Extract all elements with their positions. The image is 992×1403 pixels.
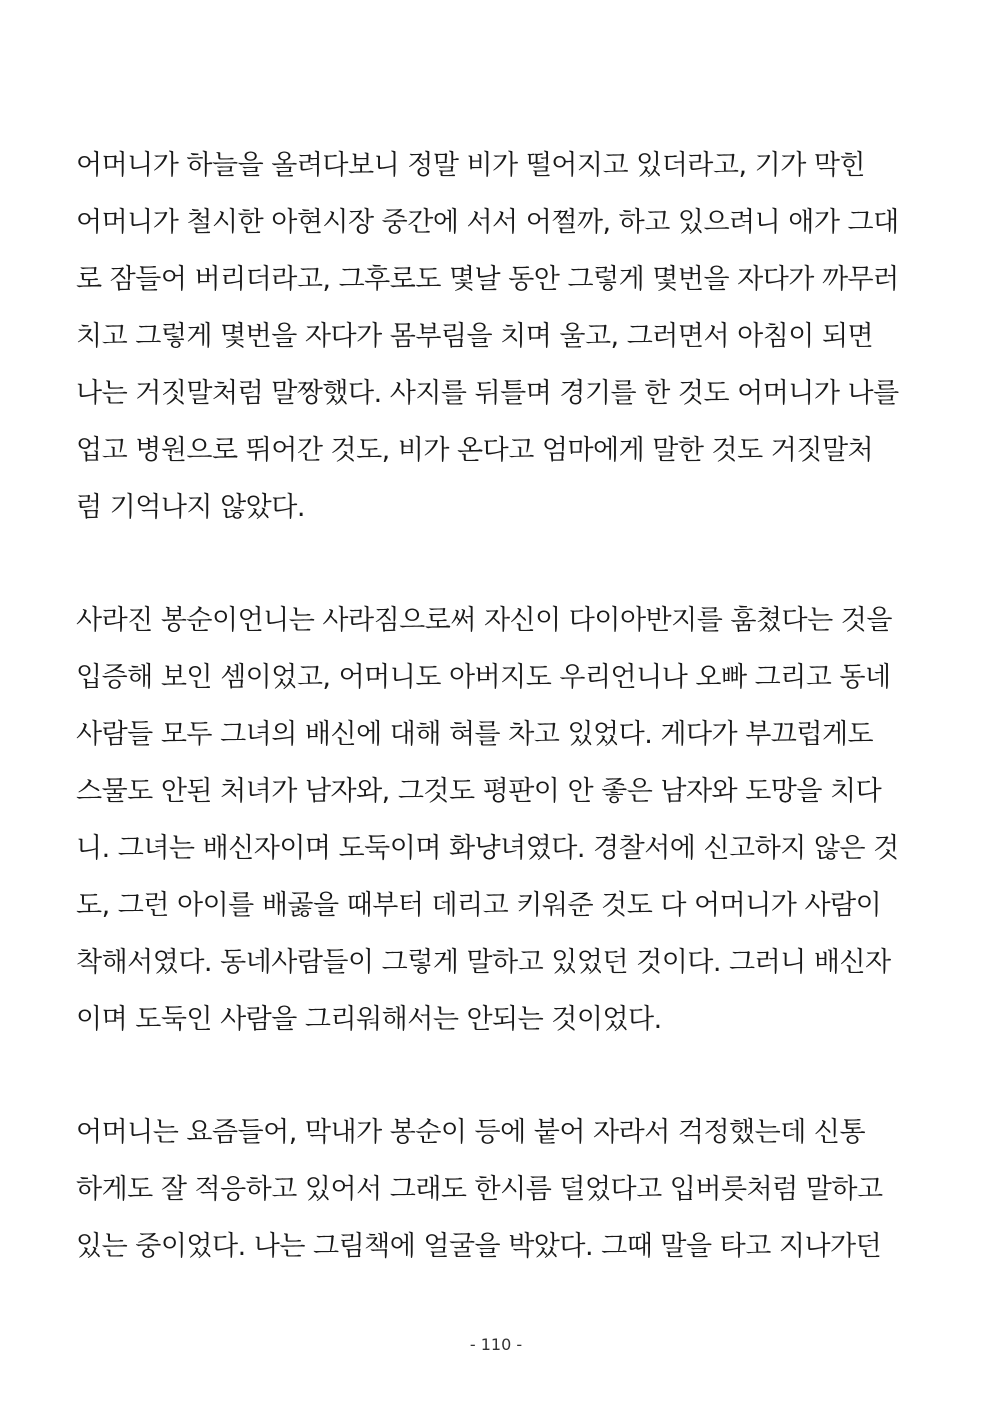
paragraph-1-line-3: 로 잠들어 버리더라고, 그후로도 몇날 동안 그렇게 몇번을 자다가 까무러 [76, 264, 899, 295]
paragraph-2-line-3: 사람들 모두 그녀의 배신에 대해 혀를 차고 있었다. 게다가 부끄럽게도 [76, 719, 874, 750]
paragraph-1-line-4: 치고 그렇게 몇번을 자다가 몸부림을 치며 울고, 그러면서 아침이 되면 [76, 321, 874, 352]
paragraph-1-line-7: 럼 기억나지 않았다. [76, 492, 305, 523]
paragraph-1-line-6: 업고 병원으로 뛰어간 것도, 비가 온다고 엄마에게 말한 것도 거짓말처 [76, 435, 874, 466]
paragraph-2-line-2: 입증해 보인 셈이었고, 어머니도 아버지도 우리언니나 오빠 그리고 동네 [76, 662, 891, 693]
page-number: - 110 - [469, 1335, 523, 1354]
paragraph-2-line-4: 스물도 안된 처녀가 남자와, 그것도 평판이 안 좋은 남자와 도망을 치다 [76, 776, 882, 807]
paragraph-1-line-1: 어머니가 하늘을 올려다보니 정말 비가 떨어지고 있더라고, 기가 막힌 [76, 150, 866, 181]
paragraph-3-line-1: 어머니는 요즘들어, 막내가 봉순이 등에 붙어 자라서 걱정했는데 신통 [76, 1117, 866, 1148]
paragraph-1-line-5: 나는 거짓말처럼 말짱했다. 사지를 뒤틀며 경기를 한 것도 어머니가 나를 [76, 378, 899, 409]
paragraph-2-line-7: 착해서였다. 동네사람들이 그렇게 말하고 있었던 것이다. 그러니 배신자 [76, 947, 891, 978]
paragraph-2-line-6: 도, 그런 아이를 배곯을 때부터 데리고 키워준 것도 다 어머니가 사람이 [76, 890, 882, 921]
paragraph-2-line-1: 사라진 봉순이언니는 사라짐으로써 자신이 다이아반지를 훔쳤다는 것을 [76, 605, 892, 636]
paragraph-3-line-2: 하게도 잘 적응하고 있어서 그래도 한시름 덜었다고 입버릇처럼 말하고 [76, 1174, 883, 1205]
paragraph-1-line-2: 어머니가 철시한 아현시장 중간에 서서 어쩔까, 하고 있으려니 애가 그대 [76, 207, 899, 238]
paragraph-2-line-5: 니. 그녀는 배신자이며 도둑이며 화냥녀였다. 경찰서에 신고하지 않은 것 [76, 833, 899, 864]
paragraph-3-line-3: 있는 중이었다. 나는 그림책에 얼굴을 박았다. 그때 말을 타고 지나가던 [76, 1231, 882, 1262]
paragraph-2-line-8: 이며 도둑인 사람을 그리워해서는 안되는 것이었다. [76, 1004, 662, 1035]
